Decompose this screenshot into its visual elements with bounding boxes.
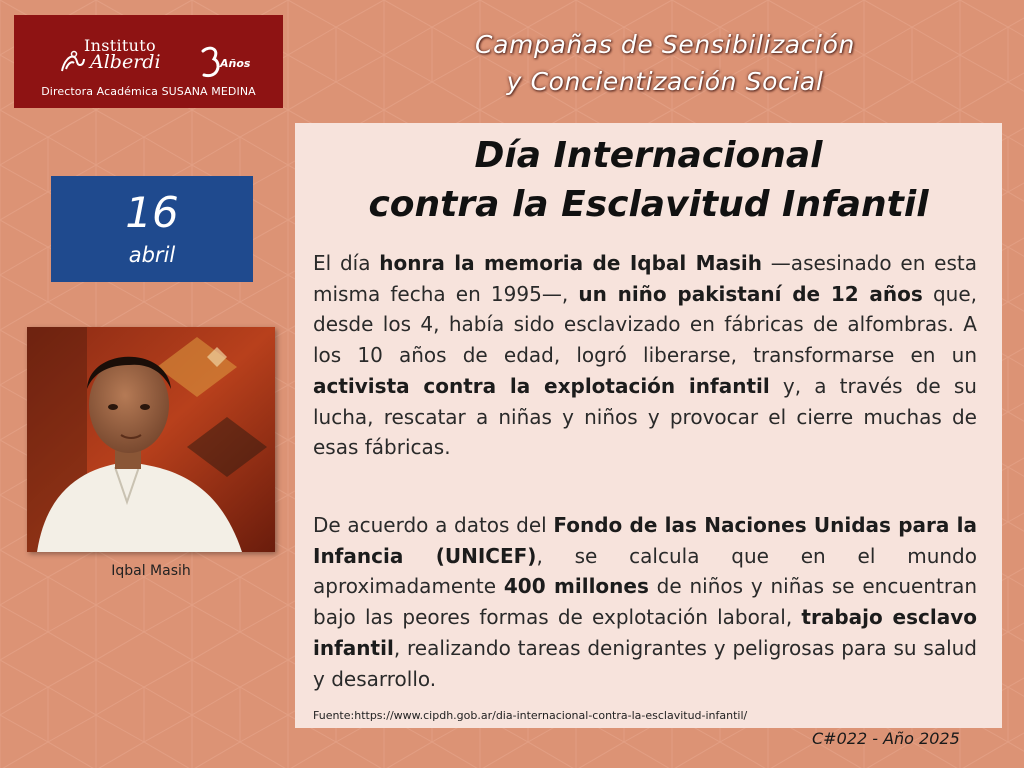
campaign-line-2: y Concientización Social [506, 67, 824, 96]
p2-bold: Fondo de las Naciones Unidas para la Infancia (UNICEF) [313, 513, 977, 568]
p1-bold: honra la memoria de Iqbal Masih [379, 251, 763, 275]
p1-bold: activista contra la explotación infantil [313, 373, 770, 398]
panel-title [295, 131, 1002, 229]
p1-text: —asesinado en esta misma fecha en 1995—, [313, 251, 977, 306]
p1-text: que, desde los 4, había sido esclavizado en fábricas de alfombras. A los 10 años de edad, logró liberarse, transformarse en un [313, 281, 978, 368]
date-day: 16 [125, 188, 179, 237]
source-link[interactable]: Fuente:https://www.cipdh.gob.ar/dia-internacional-contra-la-esclavitud-infantil/ [313, 709, 748, 722]
panel-title-line-2: contra la Esclavitud Infantil [368, 184, 929, 225]
campaign-heading [400, 26, 930, 100]
p1-text: El día [313, 251, 380, 275]
logo-line-1: Instituto [84, 36, 156, 55]
p2-text: de niños y niñas se encuentran bajo las peores formas de explotación laboral, [313, 574, 978, 630]
paragraph-2 [313, 510, 977, 694]
logo-line-2: Alberdi [90, 51, 161, 73]
p1-text: y, a través de su lucha, rescatar a niñas y niños y provocar el cierre muchas de esas fábricas. [313, 373, 977, 460]
paragraph-1 [313, 248, 977, 463]
institute-logo [14, 15, 283, 108]
panel-title-line-1: Día Internacional [474, 135, 823, 176]
anniversary-emblem [200, 45, 222, 85]
director-line: Directora Académica SUSANA MEDINA [41, 85, 256, 98]
p2-text: , realizando tareas denigrantes y peligrosas para su salud y desarrollo. [313, 635, 977, 691]
date-badge [51, 176, 253, 282]
campaign-line-1: Campañas de Sensibilización [475, 30, 855, 59]
p2-text: De acuerdo a datos del [313, 513, 554, 537]
p1-bold: un niño pakistaní de 12 años [578, 281, 923, 306]
campaign-code: C#022 - Año 2025 [812, 729, 960, 748]
portrait-photo [27, 327, 275, 552]
date-month: abril [128, 243, 176, 267]
anniversary-text: Años [220, 57, 251, 70]
p2-bold: 400 millones [503, 574, 649, 599]
institute-emblem-icon [60, 49, 86, 77]
photo-caption: Iqbal Masih [111, 563, 191, 579]
p2-text: , se calcula que en el mundo aproximadamente [313, 543, 977, 599]
p2-bold: trabajo esclavo infantil [313, 605, 977, 660]
content-panel [295, 123, 1002, 728]
